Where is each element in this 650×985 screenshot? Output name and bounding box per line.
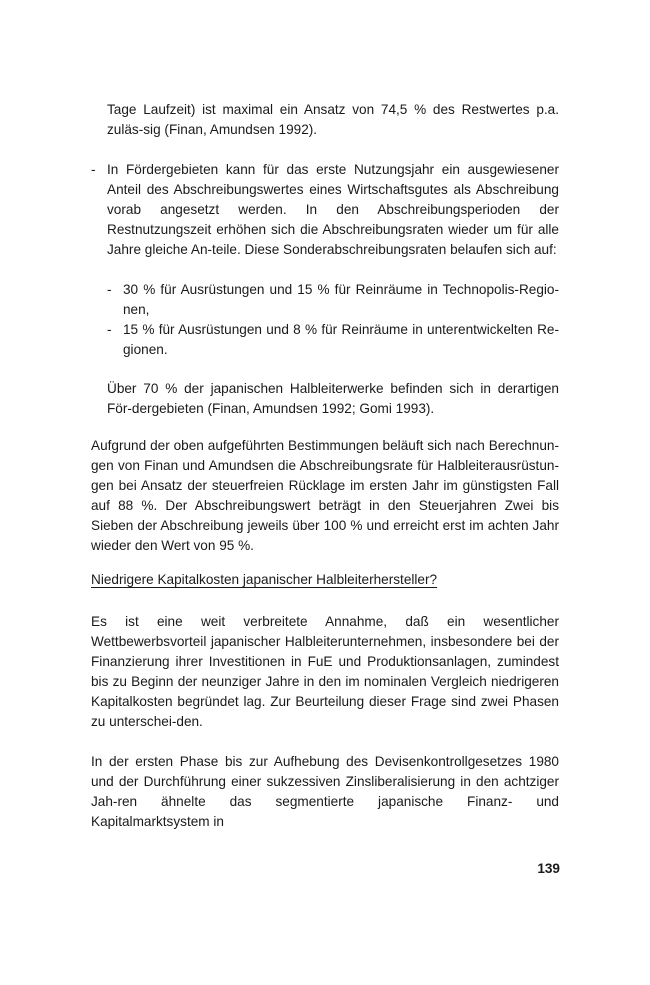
sub-bullet-text: 30 % für Ausrüstungen und 15 % für Reinräume in Technopolis-Regio-nen, — [123, 282, 559, 317]
paragraph-text: Über 70 % der japanischen Halbleiterwerke befinden sich in derartigen För-dergebieten (Finan, Amundsen 1992; Gomi 1993). — [107, 381, 559, 416]
paragraph-abschreibung — [91, 436, 559, 556]
section-heading-text: Niedrigere Kapitalkosten japanischer Halbleiterhersteller? — [91, 572, 438, 587]
bullet-text: In Fördergebieten kann für das erste Nutzungsjahr ein ausgewiesener Anteil des Abschreibungswertes eines Wirtschaftsgutes als Abschreibung vorab angesetzt werden. In den Abschreibungsperioden der Restnutzungszeit erhöhen sich die Abschreibungsraten wieder um für alle Jahre gleiche An-teile. Diese Sonderabschreibungsraten belaufen sich auf: — [107, 162, 559, 257]
paragraph-continuation — [107, 100, 559, 140]
paragraph-phase — [91, 752, 559, 832]
sub-bullet-text: 15 % für Ausrüstungen und 8 % für Reinräume in unterentwickelten Re-gionen. — [123, 322, 559, 357]
sub-bullet-dash: - — [107, 282, 112, 297]
bullet-item-foerdergebiete — [91, 160, 559, 260]
paragraph-text: Es ist eine weit verbreitete Annahme, daß ein wesentlicher Wettbewerbsvorteil japanischer Halbleiterunternehmen, insbesondere bei der Finanzierung ihrer Investitionen in FuE und Produktionsanlagen, zumindest bis zu Beginn der neunziger Jahre in den im nominalen Vergleich niedrigeren Kapitalkosten begründet lag. Zur Beurteilung dieser Frage sind zwei Phasen zu unterschei-den. — [91, 614, 559, 729]
sub-bullet-dash: - — [107, 322, 112, 337]
paragraph-text: Tage Laufzeit) ist maximal ein Ansatz von 74,5 % des Restwertes p.a. zuläs-sig (Finan, Amundsen 1992). — [107, 102, 559, 137]
sub-bullet-item — [107, 280, 559, 320]
bullet-dash: - — [91, 162, 96, 177]
paragraph-regions — [107, 379, 559, 419]
paragraph-annahme — [91, 612, 559, 732]
section-heading — [91, 570, 559, 590]
sub-bullet-item — [107, 320, 559, 360]
paragraph-text: In der ersten Phase bis zur Aufhebung des Devisenkontrollgesetzes 1980 und der Durchführung einer sukzessiven Zinsliberalisierung in den achtziger Jah-ren ähnelte das segmentierte japanische Finanz- und Kapitalmarktsystem in — [91, 754, 559, 829]
paragraph-text: Aufgrund der oben aufgeführten Bestimmungen beläuft sich nach Berechnun-gen von Finan und Amundsen die Abschreibungsrate für Halbleiterausrüstun-gen bei Ansatz der steuerfreien Rücklage im ersten Jahr im günstigsten Fall auf 88 %. Der Abschreibungswert beträgt in den Steuerjahren Zwei bis Sieben der Abschreibung jeweils über 100 % und erreicht erst im achten Jahr wieder den Wert von 95 %. — [91, 438, 559, 553]
page-number: 139 — [537, 861, 560, 876]
